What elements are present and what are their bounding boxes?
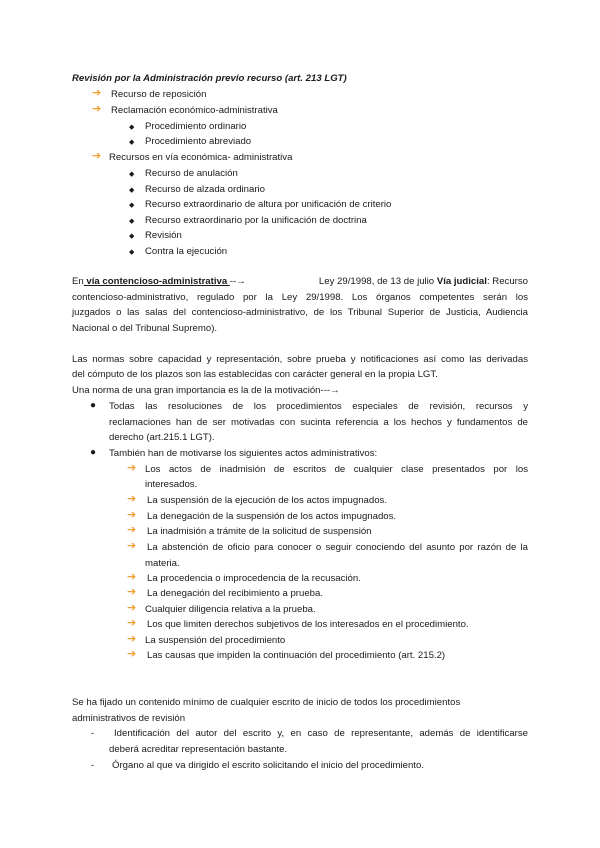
paragraph-line: Se ha fijado un contenido mínimo de cualquier escrito de inicio de todos los procedimientos (72, 697, 461, 708)
arrow-icon: ➔ (127, 493, 137, 505)
paragraph-line: juzgados o las salas del contencioso-administrativo, de los Tribunal Superior de Justicia, Audiencia (72, 307, 528, 318)
list-item: La denegación de la suspensión de los actos impugnados. (147, 511, 397, 522)
arrow-icon: ➔ (127, 462, 137, 474)
list-item: La procedencia o improcedencia de la recusación. (147, 573, 361, 584)
list-item: Reclamación económico-administrativa (111, 105, 278, 116)
bullet-icon: ● (90, 447, 97, 458)
arrow-glyph: --→ (229, 276, 246, 287)
text-fragment (319, 274, 528, 290)
list-item: La denegación del recibimiento a prueba. (147, 588, 324, 599)
arrow-icon: ➔ (127, 509, 137, 521)
paragraph-line: administrativos de revisión (72, 713, 186, 724)
list-item: La abstención de oficio para conocer o seguir conociendo del asunto por razón de la (147, 542, 528, 553)
list-item: Recurso extraordinario por la unificación de doctrina (145, 215, 367, 226)
list-item: Contra la ejecución (145, 246, 228, 257)
list-item: interesados. (145, 479, 198, 490)
list-item: materia. (145, 558, 180, 569)
arrow-icon: ➔ (92, 87, 102, 99)
diamond-bullet-icon: ◆ (129, 139, 135, 146)
paragraph-line: reclamaciones han de ser motivadas con sucinta referencia a los hechos y fundamentos de (109, 417, 528, 428)
list-item: Recurso de alzada ordinario (145, 184, 265, 195)
arrow-icon: ➔ (127, 571, 137, 583)
list-item: Cualquier diligencia relativa a la prueba. (145, 604, 316, 615)
list-item: Las causas que impiden la continuación del procedimiento (art. 215.2) (147, 650, 446, 661)
arrow-icon: ➔ (92, 150, 102, 162)
list-item: Revisión (145, 230, 182, 241)
arrow-icon: ➔ (127, 540, 137, 552)
text-fragment: Ley 29/1998, de 13 de julio (318, 276, 435, 287)
bold-term: Vía judicial (436, 276, 487, 287)
dash-bullet: - (91, 760, 95, 771)
list-item: La suspensión de la ejecución de los actos impugnados. (147, 495, 388, 506)
diamond-bullet-icon: ◆ (129, 124, 135, 131)
arrow-icon: ➔ (127, 602, 137, 614)
arrow-icon: ➔ (127, 586, 137, 598)
bullet-icon: ● (90, 400, 97, 411)
list-item: Recurso extraordinario de altura por unificación de criterio (145, 199, 392, 210)
list-item: Recurso de anulación (145, 168, 238, 179)
contencioso-link: vía contencioso-administrativa (83, 276, 230, 287)
list-item: deberá acreditar representación bastante. (109, 744, 288, 755)
diamond-bullet-icon: ◆ (129, 233, 135, 240)
arrow-icon: ➔ (92, 103, 102, 115)
diamond-bullet-icon: ◆ (129, 187, 135, 194)
list-item: La inadmisión a trámite de la solicitud de suspensión (147, 526, 372, 537)
list-item: Los actos de inadmisión de escritos de cualquier clase presentados por los (145, 464, 528, 475)
text-fragment (72, 274, 246, 290)
diamond-bullet-icon: ◆ (129, 249, 135, 256)
paragraph-line: Nacional o del Tribunal Supremo). (72, 323, 218, 334)
arrow-icon: ➔ (127, 524, 137, 536)
arrow-icon: ➔ (127, 617, 137, 629)
paragraph-line: Una norma de una gran importancia es la de la motivación---→ (72, 385, 340, 396)
text-fragment: : Recurso (486, 276, 528, 287)
list-item: Identificación del autor del escrito y, en caso de representante, además de identificarse (114, 728, 528, 739)
text-fragment: En (72, 276, 84, 287)
paragraph-line (72, 274, 528, 290)
paragraph-line: contencioso-administrativo, regulado por la Ley 29/1998. Los órganos competentes serán los (72, 292, 528, 303)
arrow-icon: ➔ (127, 648, 137, 660)
paragraph-line: Las normas sobre capacidad y representación, sobre prueba y notificaciones así como las derivadas (72, 354, 528, 365)
section-title: Revisión por la Administración previo recurso (art. 213 LGT) (72, 73, 347, 84)
list-item: Órgano al que va dirigido el escrito solicitando el inicio del procedimiento. (112, 760, 424, 771)
dash-bullet: - (91, 728, 95, 739)
list-item: Recurso de reposición (111, 89, 207, 100)
paragraph-line: del cómputo de los plazos son las establecidas con carácter general en la propia LGT. (72, 369, 438, 380)
diamond-bullet-icon: ◆ (129, 202, 135, 209)
list-item: Procedimiento ordinario (145, 121, 247, 132)
paragraph-line: También han de motivarse los siguientes actos administrativos: (109, 448, 378, 459)
list-item: Procedimiento abreviado (145, 136, 252, 147)
paragraph-line: derecho (art.215.1 LGT). (109, 432, 215, 443)
paragraph-line: Todas las resoluciones de los procedimientos especiales de revisión, recursos y (109, 401, 528, 412)
list-item: La suspensión del procedimiento (145, 635, 286, 646)
list-item: Recursos en vía económica- administrativa (109, 152, 293, 163)
diamond-bullet-icon: ◆ (129, 171, 135, 178)
arrow-icon: ➔ (127, 633, 137, 645)
diamond-bullet-icon: ◆ (129, 218, 135, 225)
list-item: Los que limiten derechos subjetivos de los interesados en el procedimiento. (147, 619, 469, 630)
